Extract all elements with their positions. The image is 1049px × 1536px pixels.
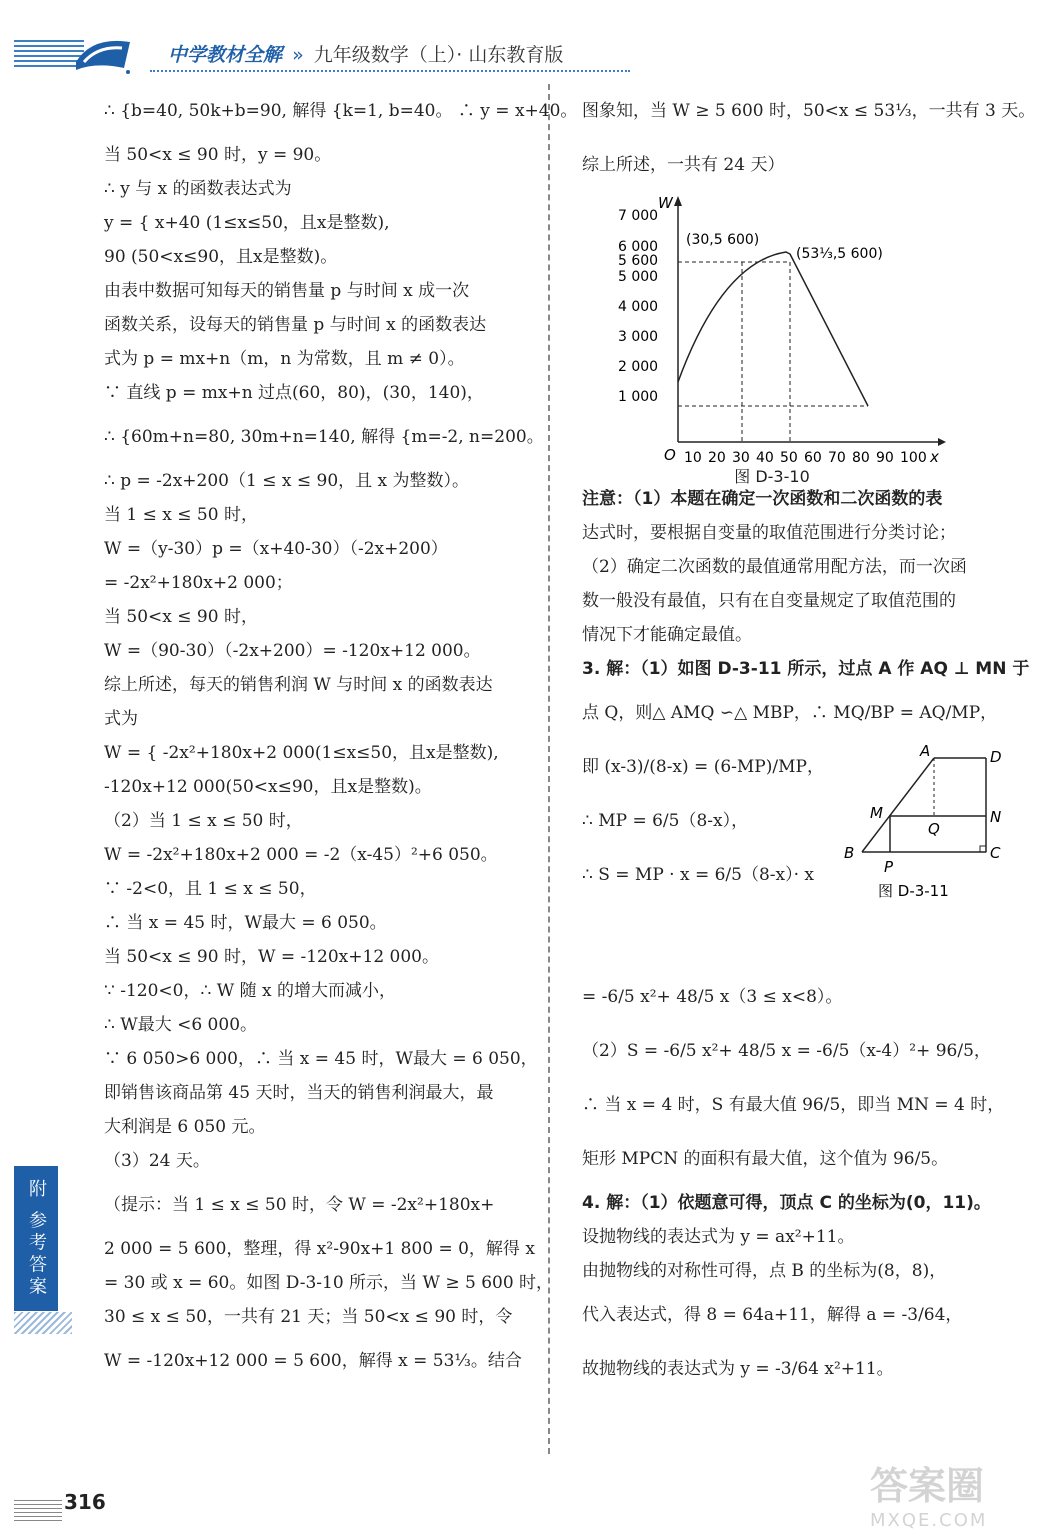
problem-3-heading: 3. 解：（1）如图 D-3-11 所示，过点 A 作 AQ ⊥ MN 于	[582, 659, 1030, 679]
text-line: ∵ 6 050>6 000，∴ 当 x = 45 时，W最大 = 6 050，	[104, 1049, 538, 1069]
text-line: 达式时，要根据自变量的取值范围进行分类讨论；	[582, 523, 956, 543]
text-line: ∴ 当 x = 45 时，W最大 = 6 050。	[104, 913, 387, 933]
y-tick-1000: 1 000	[618, 389, 659, 405]
text-line: 点 Q，则△ AMQ ∽△ MBP，∴ MQ/BP = AQ/MP，	[582, 703, 998, 723]
x-tick-90: 90	[876, 450, 894, 462]
watermark-site: MXQE.COM	[870, 1510, 988, 1531]
x-tick-70: 70	[828, 450, 846, 462]
origin-label: O	[664, 446, 676, 462]
watermark-logo: 答案圈	[870, 1464, 985, 1508]
text-line: = 30 或 x = 60。如图 D-3-10 所示，当 W ≥ 5 600 时，	[104, 1273, 554, 1293]
side-tab-answers: 附 参考答案	[14, 1166, 58, 1311]
text-line: 90 (50<x≤90，且x是整数)。	[104, 247, 338, 267]
text-line: ∴ p = -2x+200（1 ≤ x ≤ 90，且 x 为整数）。	[104, 471, 470, 491]
y-tick-3000: 3 000	[618, 329, 659, 345]
y-tick-5600: 5 600	[618, 253, 659, 269]
text-line: 设抛物线的表达式为 y = ax²+11。	[582, 1227, 855, 1247]
text-line: 即 (x-3)/(8-x) = (6-MP)/MP，	[582, 757, 824, 777]
x-arrow-icon	[938, 438, 946, 446]
text-line: （2）S = -6/5 x²+ 48/5 x = -6/5（x-4）²+ 96/5，	[582, 1041, 991, 1061]
text-line: W = { -2x²+180x+2 000(1≤x≤50，且x是整数),	[104, 743, 499, 763]
text-line: -120x+12 000(50<x≤90，且x是整数)。	[104, 777, 432, 797]
y-tick-7000: 7 000	[618, 208, 659, 224]
text-line: ∴ W最大 <6 000。	[104, 1015, 258, 1035]
text-line: = -2x²+180x+2 000；	[104, 573, 293, 593]
x-tick-30: 30	[732, 450, 750, 462]
text-line: ∵ -120<0，∴ W 随 x 的增大而减小，	[104, 981, 396, 1001]
left-column	[104, 84, 578, 1388]
label-n: N	[990, 808, 1002, 826]
label-d: D	[990, 748, 1002, 766]
text-line: （提示：当 1 ≤ x ≤ 50 时，令 W = -2x²+180x+	[104, 1195, 495, 1215]
y-tick-6000: 6 000	[618, 239, 659, 255]
x-tick-20: 20	[708, 450, 726, 462]
text-line: 式为	[104, 709, 138, 729]
problem-3-block	[582, 740, 1012, 970]
watermark	[870, 1455, 1040, 1531]
text-line: 大利润是 6 050 元。	[104, 1117, 266, 1137]
page-number: 316	[64, 1490, 106, 1514]
label-m: M	[870, 804, 883, 822]
text-line: 由抛物线的对称性可得，点 B 的坐标为(8，8)，	[582, 1261, 947, 1281]
label-p: P	[884, 858, 894, 876]
text-line: 代入表达式，得 8 = 64a+11，解得 a = -3/64，	[582, 1305, 963, 1325]
text-line: 矩形 MPCN 的面积有最大值，这个值为 96/5。	[582, 1149, 949, 1169]
text-line: ∴ MP = 6/5（8-x），	[582, 811, 749, 831]
text-line: 2 000 = 5 600，整理，得 x²-90x+1 800 = 0，解得 x	[104, 1239, 535, 1259]
label-a: A	[920, 742, 931, 760]
text-line: （2）确定二次函数的最值通常用配方法，而一次函	[582, 557, 967, 577]
text-line: （2）当 1 ≤ x ≤ 50 时，	[104, 811, 303, 831]
text-line: 函数关系，设每天的销售量 p 与时间 x 的函数表达	[104, 315, 487, 335]
graph-d-3-10	[582, 192, 962, 462]
text-line: ∴ S = MP · x = 6/5（8-x）· x	[582, 865, 815, 885]
text-line: W =（y-30）p =（x+40-30）（-2x+200）	[104, 539, 448, 559]
footer-stripes	[14, 1500, 62, 1524]
x-tick-10: 10	[684, 450, 702, 462]
text-line: W = -2x²+180x+2 000 = -2（x-45）²+6 050。	[104, 845, 498, 865]
x-tick-60: 60	[804, 450, 822, 462]
text-line: 当 50<x ≤ 90 时，W = -120x+12 000。	[104, 947, 439, 967]
text-line: ∴ y 与 x 的函数表达式为	[104, 179, 292, 199]
profit-curve	[678, 252, 868, 406]
x-axis-label: x	[930, 448, 939, 462]
text-line: ∴ 当 x = 4 时，S 有最大值 96/5，即当 MN = 4 时，	[582, 1095, 1005, 1115]
point-b-label: (53⅓,5 600)	[796, 246, 883, 262]
text-line: y = { x+40 (1≤x≤50，且x是整数),	[104, 213, 390, 233]
label-c: C	[990, 844, 1001, 862]
text-line: W = -120x+12 000 = 5 600，解得 x = 53⅓。结合	[104, 1351, 522, 1371]
label-b: B	[844, 844, 855, 862]
header-title	[168, 40, 563, 67]
text-line: ∴ {60m+n=80, 30m+n=140, 解得 {m=-2, n=200。	[104, 427, 544, 447]
text-line: 即销售该商品第 45 天时，当天的销售利润最大，最	[104, 1083, 494, 1103]
page-header	[0, 30, 1049, 78]
text-line: ∴ {b=40, 50k+b=90, 解得 {k=1, b=40。 ∴ y = x+40。	[104, 101, 578, 121]
label-q: Q	[928, 820, 940, 838]
y-tick-4000: 4 000	[618, 299, 659, 315]
text-line: 式为 p = mx+n（m，n 为常数，且 m ≠ 0）。	[104, 349, 465, 369]
header-rule	[150, 70, 630, 72]
right-column	[582, 84, 1036, 1396]
text-line: ∵ 直线 p = mx+n 过点(60，80)，(30，140)，	[104, 383, 484, 403]
x-tick-40: 40	[756, 450, 774, 462]
figure-d-3-11	[838, 740, 1008, 900]
text-line: 30 ≤ x ≤ 50，一共有 21 天；当 50<x ≤ 90 时，令	[104, 1307, 513, 1327]
figure-d-3-10	[582, 192, 1012, 486]
y-axis-label: W	[658, 194, 673, 212]
figure-caption: 图 D-3-10	[734, 467, 810, 486]
text-line: 数一般没有最值，只有在自变量规定了取值范围的	[582, 591, 956, 611]
text-line: 由表中数据可知每天的销售量 p 与时间 x 成一次	[104, 281, 470, 301]
arrow-icon: »	[292, 44, 304, 66]
text-line: 综上所述，每天的销售利润 W 与时间 x 的函数表达	[104, 675, 493, 695]
text-line: ∵ -2<0，且 1 ≤ x ≤ 50，	[104, 879, 317, 899]
text-line: 当 50<x ≤ 90 时，y = 90。	[104, 145, 332, 165]
y-arrow-icon	[674, 196, 682, 206]
y-tick-5000: 5 000	[618, 269, 659, 285]
problem-4-heading: 4. 解：（1）依题意可得，顶点 C 的坐标为(0，11)。	[582, 1193, 991, 1213]
text-line: = -6/5 x²+ 48/5 x（3 ≤ x<8）。	[582, 987, 843, 1007]
side-stripes	[14, 1312, 72, 1334]
book-name: 九年级数学（上）· 山东教育版	[313, 44, 564, 66]
figure-caption: 图 D-3-11	[878, 882, 949, 900]
column-divider	[548, 84, 550, 1454]
book-logo-icon	[72, 32, 134, 76]
text-line: 图象知，当 W ≥ 5 600 时，50<x ≤ 53⅓，一共有 3 天。	[582, 101, 1036, 121]
text-line: 当 1 ≤ x ≤ 50 时，	[104, 505, 258, 525]
text-line: W =（90-30）（-2x+200）= -120x+12 000。	[104, 641, 481, 661]
x-tick-50: 50	[780, 450, 798, 462]
text-line: 综上所述，一共有 24 天）	[582, 155, 785, 175]
series-name: 中学教材全解	[168, 44, 283, 66]
text-line: （3）24 天。	[104, 1151, 210, 1171]
x-tick-80: 80	[852, 450, 870, 462]
text-line: 情况下才能确定最值。	[582, 625, 752, 645]
note-line: 注意：（1）本题在确定一次函数和二次函数的表	[582, 489, 943, 509]
text-line: 故抛物线的表达式为 y = -3/64 x²+11。	[582, 1359, 894, 1379]
text-line: 当 50<x ≤ 90 时，	[104, 607, 258, 627]
x-tick-100: 100	[900, 450, 927, 462]
y-tick-2000: 2 000	[618, 359, 659, 375]
point-a-label: (30,5 600)	[686, 232, 760, 248]
